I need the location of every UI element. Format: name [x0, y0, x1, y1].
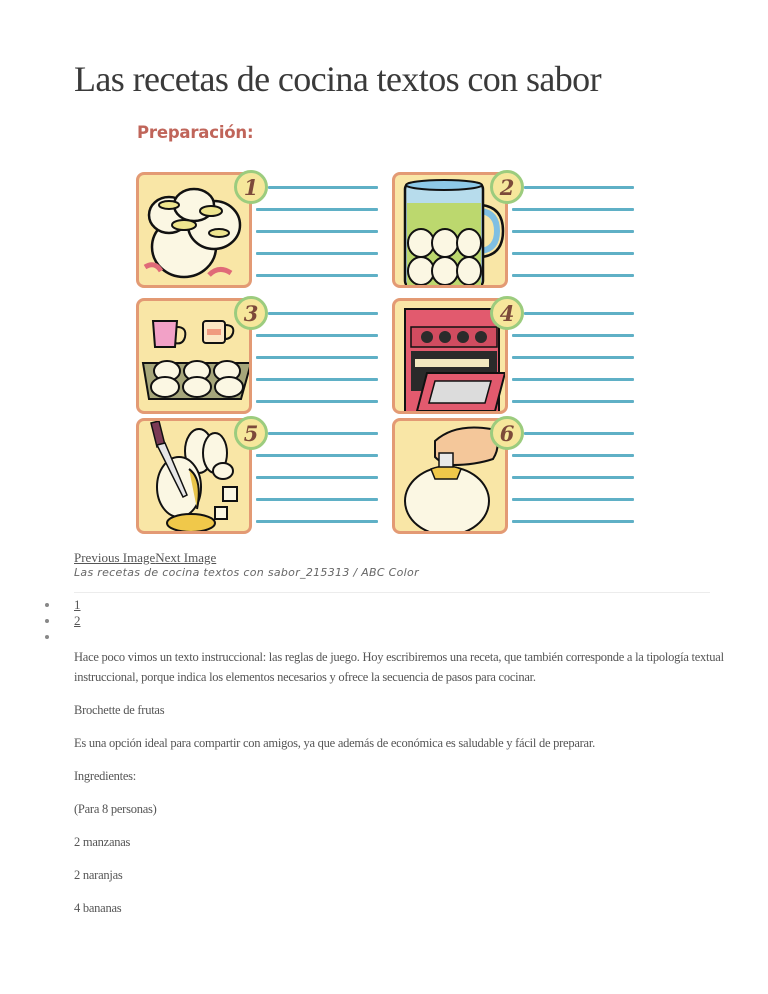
- step-3: [134, 296, 384, 416]
- ingredient-item: 4 bananas: [74, 901, 122, 915]
- intro-paragraph: Hace poco vimos un texto instruccional: las reglas de juego. Hoy escribiremos una receta, que también corresponde a la tipología textual instruccional, porque indica los elementos necesarios y ofrece la secuencia de pasos para cocinar.: [74, 650, 724, 684]
- step-badge: 2: [490, 170, 524, 204]
- image-caption: Las recetas de cocina textos con sabor_215313 / ABC Color: [74, 566, 419, 579]
- ingredient-item: 2 naranjas: [74, 868, 123, 882]
- recipe-name: Brochette de frutas: [74, 703, 165, 717]
- step-badge: 3: [234, 296, 268, 330]
- ingredients-label: Ingredientes:: [74, 769, 137, 783]
- writing-lines: [512, 312, 634, 422]
- step-2: [390, 170, 640, 290]
- preparation-heading: Preparación:: [137, 123, 254, 142]
- image-navigation: [74, 550, 216, 566]
- next-image-link[interactable]: Next Image: [155, 550, 217, 565]
- page-item: [44, 597, 81, 613]
- step-4: [390, 296, 640, 416]
- servings: (Para 8 personas): [74, 802, 157, 816]
- previous-image-link[interactable]: Previous Image: [74, 550, 156, 565]
- preparation-illustration: [134, 116, 644, 536]
- step-badge: 6: [490, 416, 524, 450]
- writing-lines: [512, 186, 634, 296]
- page-link-2[interactable]: 2: [74, 613, 81, 628]
- step-badge: 5: [234, 416, 268, 450]
- page-link-1[interactable]: 1: [74, 597, 81, 612]
- recipe-description: Es una opción ideal para compartir con amigos, ya que además de económica es saludable y fácil de preparar.: [74, 736, 595, 750]
- page-item-empty: [44, 629, 81, 645]
- step-6: [390, 416, 640, 536]
- step-1: [134, 170, 384, 290]
- page-item: [44, 613, 81, 629]
- pagination: [44, 597, 81, 645]
- step-5: [134, 416, 384, 536]
- writing-lines: [256, 312, 378, 422]
- writing-lines: [256, 432, 378, 542]
- ingredient-item: 2 manzanas: [74, 835, 131, 849]
- writing-lines: [512, 432, 634, 542]
- divider: [74, 592, 710, 593]
- article-body: [74, 647, 724, 931]
- step-badge: 1: [234, 170, 268, 204]
- writing-lines: [256, 186, 378, 296]
- page-title: Las recetas de cocina textos con sabor: [74, 59, 601, 99]
- step-badge: 4: [490, 296, 524, 330]
